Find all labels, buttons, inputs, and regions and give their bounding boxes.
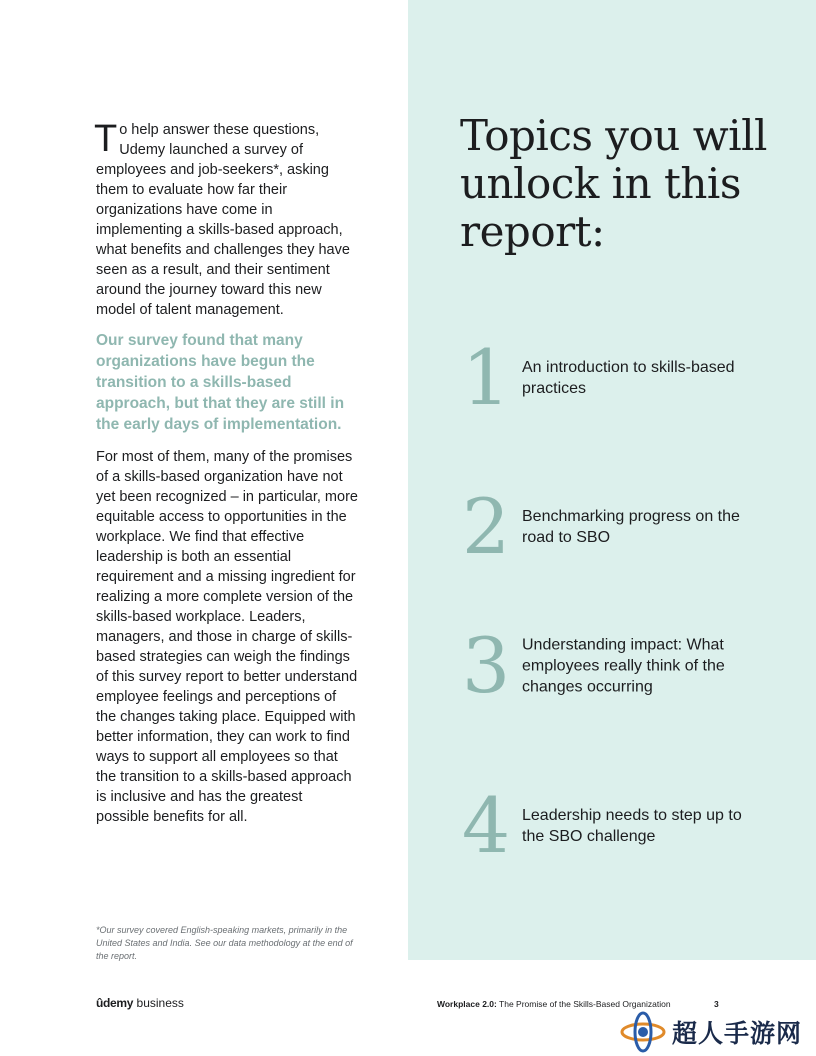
footer-title-rest: The Promise of the Skills-Based Organization xyxy=(496,999,671,1009)
intro-column xyxy=(96,120,358,827)
topic-item-2 xyxy=(458,482,758,571)
topic-number: 2 xyxy=(461,482,511,571)
watermark-logo-icon xyxy=(620,1011,666,1053)
topic-number: 4 xyxy=(461,781,511,870)
logo-suffix: business xyxy=(133,996,184,1010)
footer-title-bold: Workplace 2.0: xyxy=(437,999,497,1009)
topic-text: Leadership needs to step up to the SBO challenge xyxy=(522,807,742,845)
topic-text: An introduction to skills-based practices xyxy=(522,359,735,397)
topic-text: Benchmarking progress on the road to SBO xyxy=(522,508,740,546)
watermark-text: 超人手游网 xyxy=(672,1019,803,1048)
watermark xyxy=(620,1008,816,1056)
pull-quote: Our survey found that many organizations have begun the transition to a skills-based approach, but that they are still in the early days of implementation. xyxy=(96,332,345,433)
topic-item-4 xyxy=(458,781,758,870)
footnote: *Our survey covered English-speaking markets, primarily in the United States and India. See our data methodology at the end of the report. xyxy=(96,925,353,961)
intro-paragraph xyxy=(96,120,358,320)
udemy-business-logo xyxy=(96,996,184,1010)
topic-number: 3 xyxy=(461,621,511,710)
page-number: 3 xyxy=(714,999,719,1009)
body-paragraph: For most of them, many of the promises of a skills-based organization have not yet been recognized – in particular, more equitable access to opportunities in the workplace. We find that effective leadership is both an essential requirement and a missing ingredient for realizing a more complete version of the skills-based workplace. Leaders, managers, and those in charge of skills-based strategies can weigh the findings of this survey report to better understand employee feelings and perceptions of the changes taking place. Equipped with better information, they can work to find ways to support all employees so that the transition to a skills-based approach is inclusive and has the greatest possible benefits for all. xyxy=(96,449,358,825)
intro-text: o help answer these questions, Udemy launched a survey of employees and job-seekers*, asking them to evaluate how far their organizations have come in implementing a skills-based approach, what benefits and challenges they have seen as a result, and their sentiment around the journey toward this new model of talent management. xyxy=(96,122,350,318)
drop-cap: T xyxy=(94,118,118,160)
topic-item-3 xyxy=(458,621,758,710)
panel-title: Topics you will unlock in this report: xyxy=(460,111,767,256)
topic-item-1 xyxy=(458,333,758,422)
topic-text: Understanding impact: What employees really think of the changes occurring xyxy=(522,636,725,696)
topic-number: 1 xyxy=(461,333,511,422)
logo-brand: ûdemy xyxy=(96,996,134,1010)
